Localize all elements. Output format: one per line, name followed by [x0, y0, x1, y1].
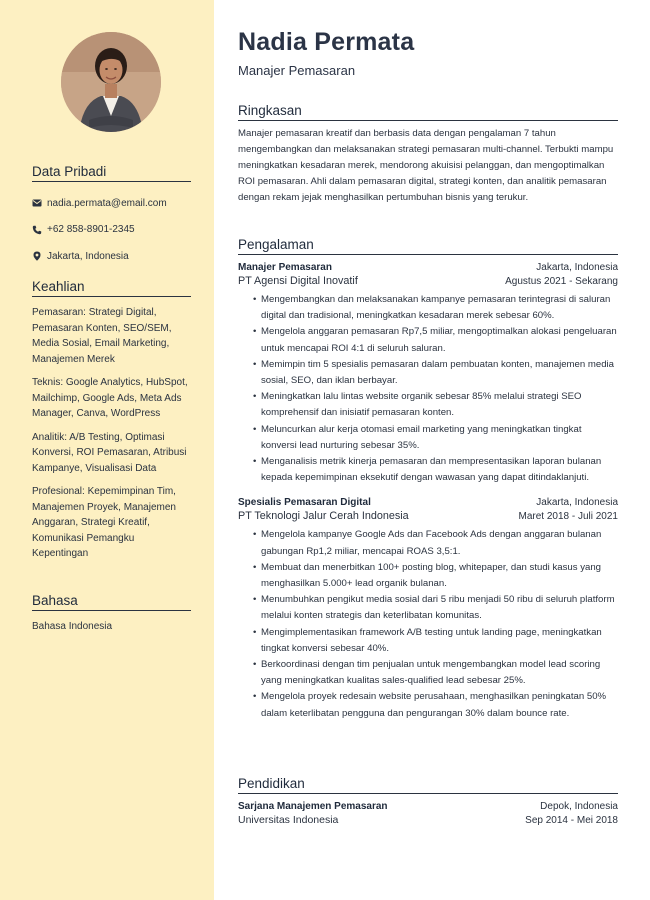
job-title: Manajer Pemasaran	[238, 262, 332, 273]
email-icon	[32, 198, 42, 208]
education-entry	[238, 800, 618, 827]
education-period: Sep 2014 - Mei 2018	[525, 814, 618, 826]
job-role: Manajer Pemasaran	[238, 63, 356, 78]
job-header	[238, 261, 618, 288]
phone-icon	[32, 225, 42, 235]
job-title: Spesialis Pemasaran Digital	[238, 497, 371, 509]
phone-text: +62 858-8901-2345	[47, 224, 135, 236]
education-location: Depok, Indonesia	[540, 801, 618, 812]
job-bullet: • Membuat dan menerbitkan 100+ posting blog, whitepaper, dan studi kasus yang menghasilkan 5.000+ lead organik bulanan.	[255, 560, 618, 592]
job-period: Agustus 2021 - Sekarang	[505, 275, 618, 287]
job-bullet: • Meningkatkan lalu lintas website organik sebesar 85% melalui strategi SEO komprehensif dan inisiatif pemasaran konten.	[255, 389, 618, 421]
personal-data-section	[32, 164, 191, 270]
email-row	[32, 190, 191, 217]
job-location: Jakarta, Indonesia	[536, 262, 618, 273]
job-company: PT Teknologi Jalur Cerah Indonesia	[238, 509, 409, 522]
job-entry	[238, 261, 618, 486]
education-school: Universitas Indonesia	[238, 813, 339, 826]
job-bullet: • Mengelola anggaran pemasaran Rp7,5 miliar, mengoptimalkan alokasi pengeluaran untuk mencapai ROI 4:1 di seluruh saluran.	[255, 324, 618, 356]
education-heading: Pendidikan	[238, 776, 618, 794]
job-header	[238, 496, 618, 523]
job-entry	[238, 496, 618, 721]
language-item: Bahasa Indonesia	[32, 621, 113, 632]
job-bullet: • Mengembangkan dan melaksanakan kampanye pemasaran terintegrasi di saluran digital dan tradisional, meningkatkan kesadaran merek sebesar 60%.	[255, 292, 618, 324]
education-degree: Sarjana Manajemen Pemasaran	[238, 801, 388, 812]
job-bullet: • Menumbuhkan pengikut media sosial dari 5 ribu menjadi 50 ribu di seluruh platform melalui konten strategis dan keterlibatan komunitas.	[255, 592, 618, 624]
education-section	[238, 776, 618, 827]
skill-marketing: Pemasaran: Strategi Digital, Pemasaran Konten, SEO/SEM, Media Sosial, Email Marketing, Manajemen Merek	[32, 307, 172, 365]
job-bullet: • Meluncurkan alur kerja otomasi email marketing yang meningkatkan tingkat konversi lead nurturing sebesar 35%.	[255, 422, 618, 454]
location-row	[32, 243, 191, 270]
job-bullet: • Mengelola proyek redesain website perusahaan, menghasilkan peningkatan 50% dalam keterlibatan pengguna dan pengurangan 30% dalam bounce rate.	[255, 689, 618, 721]
job-bullets	[255, 292, 618, 486]
skills-section	[32, 279, 191, 570]
location-pin-icon	[32, 251, 42, 261]
job-bullet: • Berkoordinasi dengan tim penjualan untuk mengembangkan model lead scoring yang meningkatkan kualitas sales-qualified lead sebesar 25%.	[255, 657, 618, 689]
languages-heading: Bahasa	[32, 593, 191, 611]
job-bullet: • Mengimplementasikan framework A/B testing untuk landing page, meningkatkan tingkat konversi sebesar 40%.	[255, 625, 618, 657]
job-bullet: • Menganalisis metrik kinerja pemasaran dan mempresentasikan laporan bulanan kepada kepemimpinan eksekutif dengan wawasan yang dapat ditindaklanjuti.	[255, 454, 618, 486]
summary-heading: Ringkasan	[238, 103, 618, 121]
job-location: Jakarta, Indonesia	[536, 497, 618, 509]
languages-section	[32, 593, 191, 634]
job-company: PT Agensi Digital Inovatif	[238, 274, 358, 287]
skills-heading: Keahlian	[32, 279, 191, 297]
summary-text: Manajer pemasaran kreatif dan berbasis data dengan pengalaman 7 tahun mengembangkan dan melaksanakan strategi pemasaran multi-channel. Terbukti mampu meningkatkan kesadaran merek, mendorong akuisisi pelanggan, dan mengoptimalkan ROI pemasaran. Ahli dalam pemasaran digital, strategi konten, dan analitik pemasaran dengan rekam jejak menghasilkan pertumbuhan bisnis yang terukur.	[238, 128, 614, 203]
experience-section	[238, 237, 618, 722]
personal-data-heading: Data Pribadi	[32, 164, 191, 182]
job-period: Maret 2018 - Juli 2021	[518, 510, 618, 522]
job-bullet: • Memimpin tim 5 spesialis pemasaran dalam pembuatan konten, manajemen media sosial, SEO, dan iklan berbayar.	[255, 357, 618, 389]
job-bullet: • Mengelola kampanye Google Ads dan Facebook Ads dengan anggaran bulanan gabungan Rp1,2 miliar, mencapai ROAS 3,5:1.	[255, 527, 618, 559]
profile-photo-image	[61, 32, 161, 132]
skill-analytics: Analitik: A/B Testing, Optimasi Konversi, ROI Pemasaran, Atribusi Kampanye, Visualisasi Data	[32, 431, 187, 474]
email-text: nadia.permata@email.com	[47, 197, 167, 209]
full-name: Nadia Permata	[238, 28, 415, 56]
job-bullets	[255, 527, 618, 721]
skill-professional: Profesional: Kepemimpinan Tim, Manajemen Proyek, Manajemen Anggaran, Strategi Kreatif, Komunikasi Pemangku Kepentingan	[32, 486, 176, 559]
experience-heading: Pengalaman	[238, 237, 618, 255]
profile-photo	[61, 32, 161, 132]
skill-technical: Teknis: Google Analytics, HubSpot, Mailchimp, Google Ads, Meta Ads Manager, Canva, WordPress	[32, 377, 188, 419]
summary-section	[238, 103, 618, 206]
phone-row	[32, 217, 191, 244]
location-text: Jakarta, Indonesia	[47, 250, 129, 262]
